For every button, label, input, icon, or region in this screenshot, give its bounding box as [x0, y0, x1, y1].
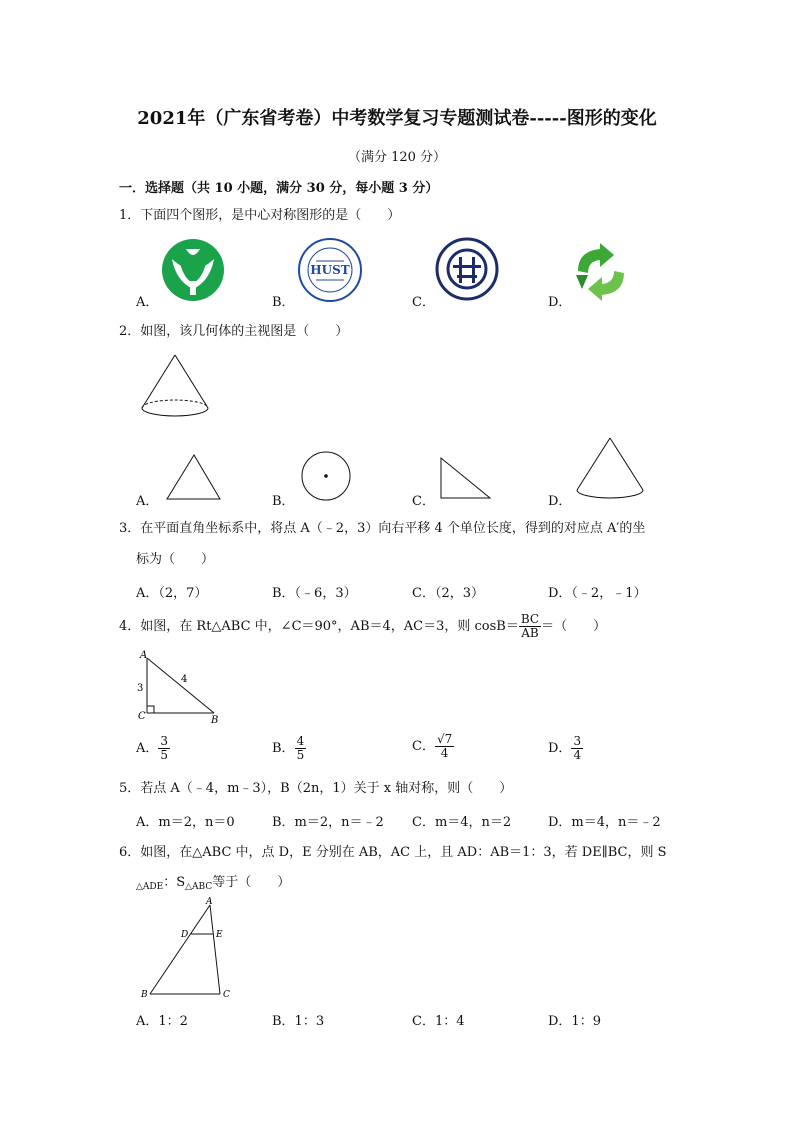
q4-fraction-denominator: AB	[521, 626, 539, 640]
q4-option-c-numerator: √7	[436, 732, 453, 746]
q5-stem: 5．若点 A（﹣4，m﹣3），B（2n，1）关于 x 轴对称，则（ ）	[119, 781, 513, 796]
q4-option-d-label: D．	[548, 741, 572, 756]
q4-fig-label-ac: 3	[137, 683, 144, 694]
q4-stem-post: ＝（ ）	[541, 619, 607, 634]
q4-fraction-numerator: BC	[520, 612, 540, 626]
q4-option-c	[412, 733, 454, 760]
q1-badge-text: HUST	[310, 263, 350, 277]
q4-fig-label-c: C	[138, 711, 146, 722]
q3-option-a: A．（2，7）	[136, 586, 208, 601]
q1-option-c-round-emblem-icon	[435, 237, 499, 301]
q4-option-a-label: A．	[136, 741, 159, 756]
q6-sub-ade: △ADE	[136, 882, 164, 892]
q5-option-a: A．m＝2，n＝0	[136, 815, 235, 830]
q1-option-c-label: C．	[412, 295, 435, 310]
q3-stem-line2: 标为（ ）	[136, 552, 215, 567]
q6-fig-label-c: C	[223, 990, 230, 1000]
q1-option-a-label: A．	[136, 295, 159, 310]
q6-stem-post: 等于（ ）	[212, 875, 291, 890]
q2-option-a-triangle	[164, 452, 224, 502]
q2-stem: 2．如图，该几何体的主视图是（ ）	[119, 324, 349, 339]
q6-triangle-figure	[138, 896, 238, 1000]
q2-option-c-label: C．	[412, 494, 435, 509]
section-heading: 一．选择题（共 10 小题，满分 30 分，每小题 3 分）	[119, 181, 439, 196]
full-score-note: （满分 120 分）	[347, 150, 447, 165]
q4-option-b-numerator: 4	[296, 734, 305, 748]
q5-option-b: B．m＝2，n＝﹣2	[272, 815, 384, 830]
q3-option-d: D．（﹣2，﹣1）	[548, 586, 647, 601]
q6-fig-label-b: B	[141, 990, 148, 1000]
q2-option-d-label: D．	[548, 494, 572, 509]
q4-option-d-numerator: 3	[573, 734, 582, 748]
q4-option-d	[548, 735, 583, 762]
q2-option-d-cone-outline	[574, 436, 646, 502]
q4-stem-fraction	[519, 613, 541, 640]
q4-option-d-denominator: 4	[573, 748, 582, 762]
q4-option-b	[272, 735, 306, 762]
q6-sub-abc: △ABC	[185, 882, 213, 892]
q1-option-d-recycle-arrows-icon	[570, 243, 632, 301]
q5-option-c: C．m＝4，n＝2	[412, 815, 512, 830]
page-title: 2021年（广东省考卷）中考数学复习专题测试卷-----图形的变化	[137, 108, 657, 129]
q6-option-b: B．1：3	[272, 1014, 325, 1029]
q1-option-d-label: D．	[548, 295, 572, 310]
q6-option-a: A．1：2	[136, 1014, 188, 1029]
q4-stem-pre: 4．如图，在 Rt△ABC 中，∠C＝90°，AB＝4，AC＝3，则 cosB＝	[119, 619, 519, 634]
q4-option-c-label: C．	[412, 739, 435, 754]
q3-option-b: B．（﹣6，3）	[272, 586, 357, 601]
q6-stem-line1: 6．如图，在△ABC 中，点 D，E 分别在 AB，AC 上，且 AD：AB＝1：3，若 DE∥BC，则 S	[119, 845, 667, 860]
q4-right-triangle-figure	[132, 646, 228, 726]
q6-option-c: C．1：4	[412, 1014, 465, 1029]
q2-option-b-label: B．	[272, 494, 295, 509]
q4-option-a-numerator: 3	[160, 734, 169, 748]
q6-fig-label-d: D	[181, 930, 189, 940]
q4-stem	[119, 613, 606, 640]
q6-stem-mid: ：S	[163, 875, 186, 890]
q4-fig-label-b: B	[211, 715, 219, 726]
q4-option-b-label: B．	[272, 741, 295, 756]
q2-cone-figure	[138, 352, 212, 420]
q4-fig-label-a: A	[140, 650, 148, 661]
q6-fig-label-a: A	[206, 897, 213, 907]
q4-fig-label-ab: 4	[181, 674, 188, 685]
q1-option-a-green-logo-icon	[160, 237, 226, 303]
q3-stem-line1: 3．在平面直角坐标系中，将点 A（﹣2，3）向右平移 4 个单位长度，得到的对应点 A′的坐	[119, 521, 646, 536]
q4-option-c-denominator: 4	[440, 746, 449, 760]
q6-option-d: D．1：9	[548, 1014, 601, 1029]
q5-option-d: D．m＝4，n＝﹣2	[548, 815, 661, 830]
q6-fig-label-e: E	[216, 930, 223, 940]
q4-option-b-denominator: 5	[296, 748, 305, 762]
q6-stem-line2	[136, 873, 290, 897]
q4-option-a-denominator: 5	[160, 748, 169, 762]
q1-option-b-school-badge-icon	[296, 237, 364, 303]
q2-option-b-circle-with-dot	[299, 450, 353, 502]
q1-stem: 1．下面四个图形，是中心对称图形的是（ ）	[119, 208, 401, 223]
q1-option-b-label: B．	[272, 295, 295, 310]
q2-option-a-label: A．	[136, 494, 159, 509]
q4-option-a	[136, 735, 170, 762]
q3-option-c: C．（2，3）	[412, 586, 484, 601]
q2-option-c-right-triangle	[438, 455, 494, 501]
